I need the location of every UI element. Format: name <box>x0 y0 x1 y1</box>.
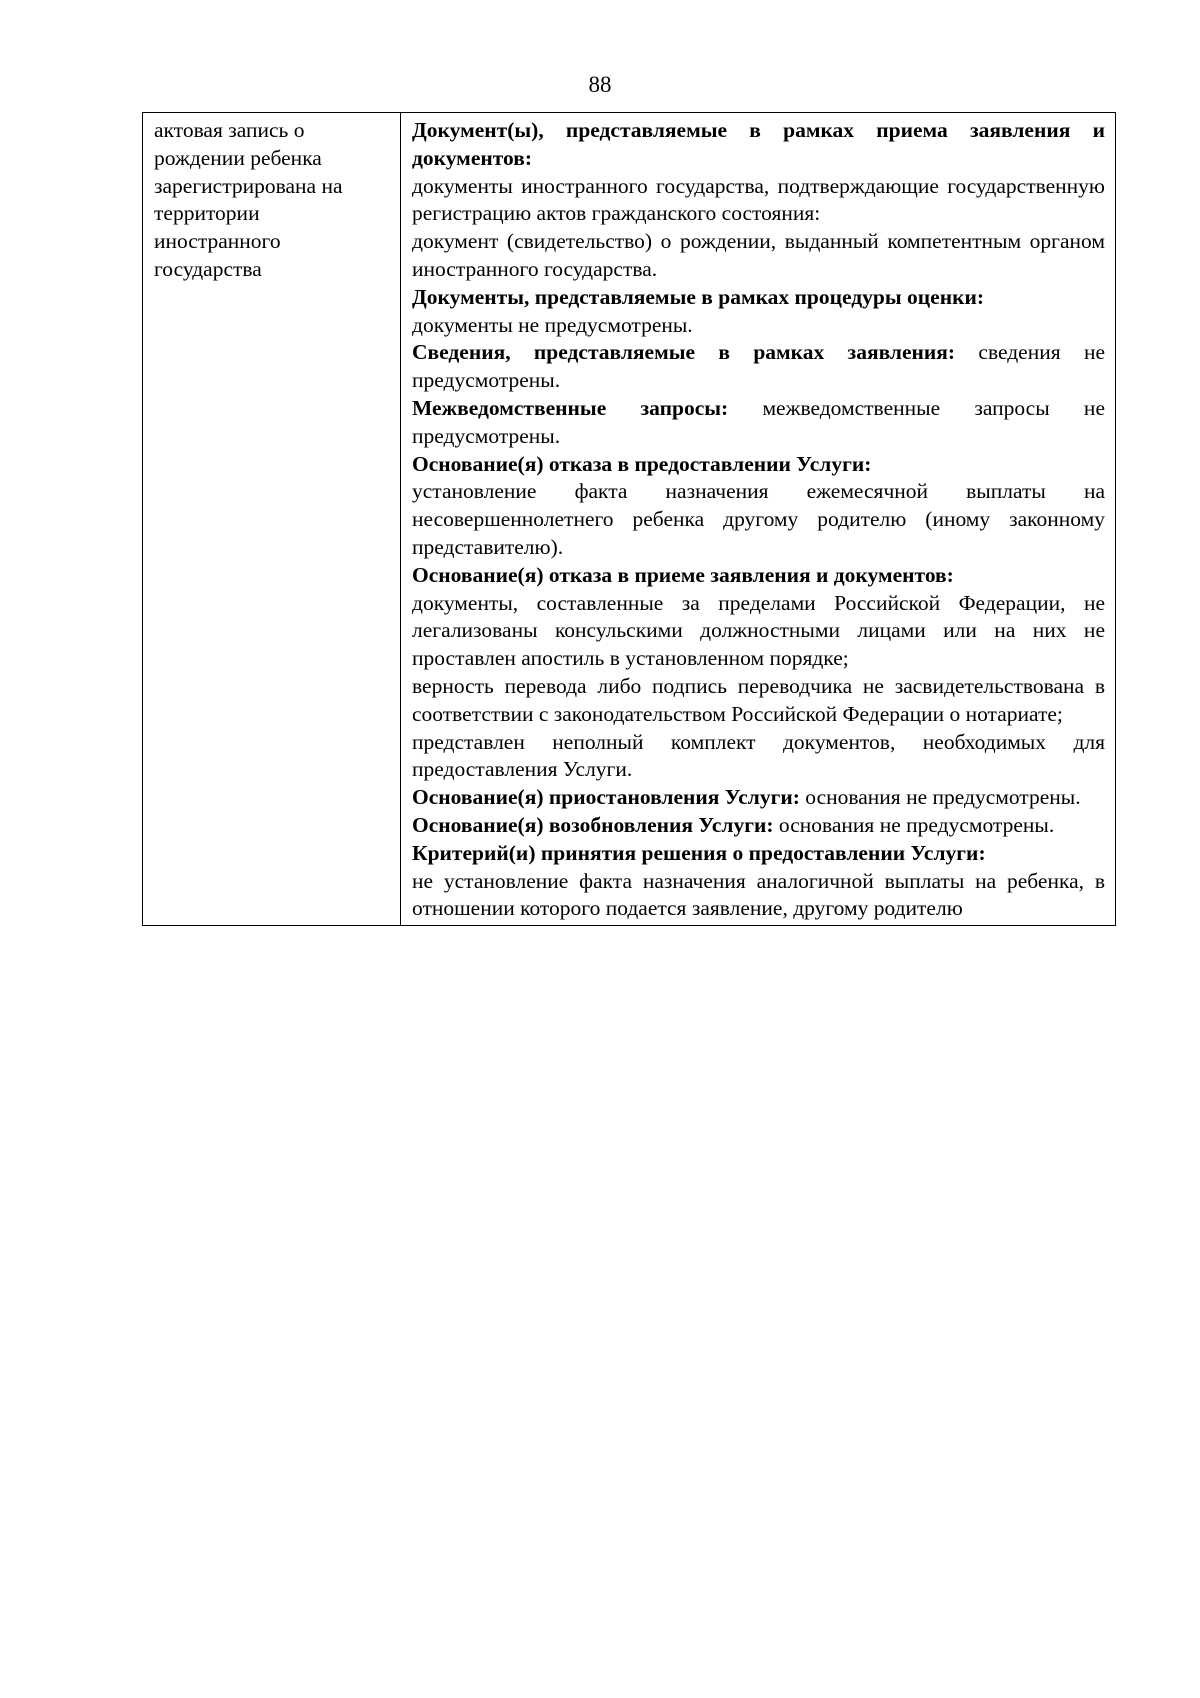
criteria-heading: Критерий(и) принятия решения о предоставлении Услуги: <box>412 840 986 865</box>
table-row <box>143 113 1116 926</box>
documents-heading: Документ(ы), представляемые в рамках приема заявления и документов: <box>412 118 1105 170</box>
requirements-cell <box>401 113 1116 926</box>
info-paragraph <box>412 339 1105 395</box>
refusal-service-text: установление факта назначения ежемесячной выплаты на несовершеннолетнего ребенка другому родителю (иному законному представителю). <box>412 479 1105 559</box>
resumption-paragraph <box>412 812 1105 840</box>
page-number: 88 <box>588 72 612 97</box>
documents-text: документ (свидетельство) о рождении, выданный компетентным органом иностранного государства. <box>412 229 1105 281</box>
condition-cell <box>143 113 401 926</box>
info-heading: Сведения, представляемые в рамках заявления: <box>412 340 956 365</box>
refusal-acceptance-text: представлен неполный комплект документов, необходимых для предоставления Услуги. <box>412 729 1105 782</box>
documents-text: документы иностранного государства, подтверждающие государственную регистрацию актов гражданского состояния: <box>412 173 1105 226</box>
assessment-heading: Документы, представляемые в рамках процедуры оценки: <box>412 284 985 309</box>
requests-heading: Межведомственные запросы: <box>412 395 729 420</box>
suspension-heading: Основание(я) приостановления Услуги: <box>412 785 800 810</box>
suspension-text: основания не предусмотрены. <box>799 785 1081 810</box>
info-text: сведения не предусмотрены. <box>412 340 1106 393</box>
resumption-heading: Основание(я) возобновления Услуги: <box>412 812 774 837</box>
suspension-paragraph <box>412 784 1105 812</box>
criteria-text: не установление факта назначения аналогичной выплаты на ребенка, в отношении которого подается заявление, другому родителю <box>412 868 1105 921</box>
resumption-text: основания не предусмотрены. <box>773 812 1055 837</box>
service-conditions-table <box>142 112 1116 926</box>
condition-line: территории <box>154 201 260 226</box>
refusal-acceptance-heading: Основание(я) отказа в приеме заявления и документов: <box>412 562 954 587</box>
assessment-text: документы не предусмотрены. <box>412 312 693 337</box>
requests-paragraph <box>412 395 1105 451</box>
refusal-acceptance-text: верность перевода либо подпись переводчика не засвидетельствована в соответствии с законодательством Российской Федерации о нотариате; <box>412 673 1105 726</box>
condition-line: государства <box>154 256 262 281</box>
condition-line: зарегистрирована на <box>154 173 343 198</box>
requests-text: межведомственные запросы не предусмотрены. <box>412 395 1105 448</box>
condition-line: рождении ребенка <box>154 145 322 170</box>
refusal-service-heading: Основание(я) отказа в предоставлении Услуги: <box>412 451 872 476</box>
condition-line: иностранного <box>154 229 281 254</box>
condition-line: актовая запись о <box>154 118 305 142</box>
refusal-acceptance-text: документы, составленные за пределами Российской Федерации, не легализованы консульскими должностными лицами или на них не проставлен апостиль в установленном порядке; <box>412 590 1105 671</box>
